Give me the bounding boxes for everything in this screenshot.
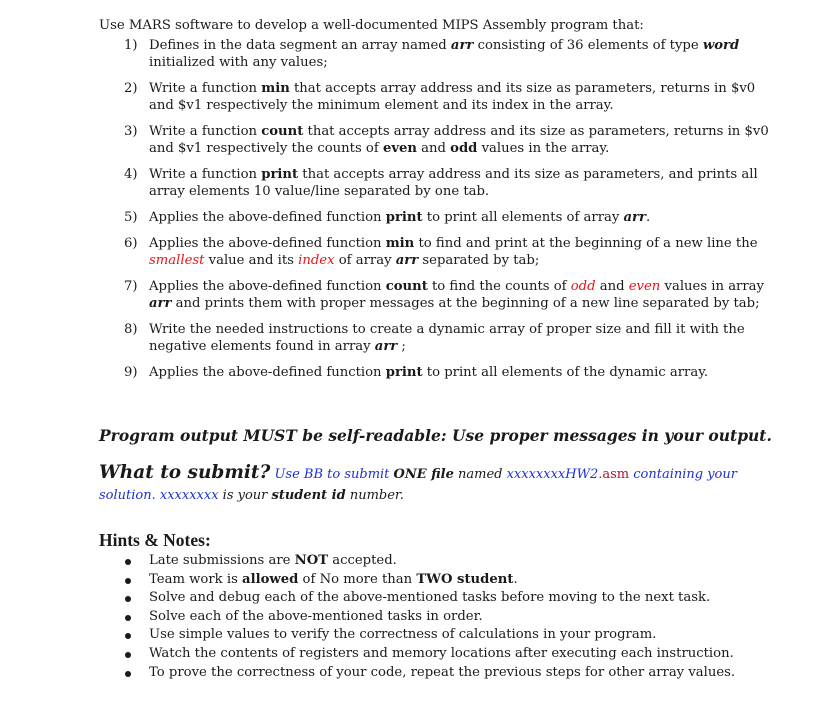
task-keyword: count (261, 124, 304, 139)
hint-emphasis: allowed (242, 571, 299, 587)
hint-item (99, 589, 735, 608)
task-keyword: odd (450, 141, 478, 156)
task-keyword: arr (374, 339, 398, 354)
task-text: values in the array. (477, 141, 610, 156)
task-item (99, 364, 779, 381)
task-keyword: even (382, 141, 417, 156)
task-number: 6) (124, 236, 138, 251)
hint-emphasis: NOT (294, 553, 329, 568)
hint-text: . (513, 571, 518, 587)
task-keyword: print (385, 365, 423, 380)
hint-item (99, 664, 735, 683)
task-text: Write a function (149, 81, 262, 96)
task-item (99, 235, 779, 269)
bullet-icon (125, 633, 131, 639)
task-keyword: print (261, 167, 299, 182)
task-text: Write the needed instructions to create a dynamic array of proper size and fill it with the negative elements found in array (149, 322, 745, 354)
task-number: 2) (124, 81, 138, 96)
task-text: Write a function (149, 124, 262, 139)
hint-item (99, 626, 735, 645)
task-text: Applies the above-defined function (149, 236, 386, 251)
submit-section (99, 462, 739, 506)
task-number: 3) (124, 124, 138, 139)
output-note: Program output MUST be self-readable: Use proper messages in your output. (99, 426, 772, 445)
task-item (99, 278, 779, 312)
task-item (99, 321, 779, 355)
submit-heading: What to submit? (99, 462, 271, 483)
task-text: that accepts array address and its size as parameters, returns in $v0 and $v1 respectively the minimum element and its index in the array. (149, 81, 756, 113)
task-text: Applies the above-defined function (149, 365, 386, 380)
task-text: and (416, 141, 451, 156)
file-extension: .asm (598, 467, 630, 482)
highlight-text: even (628, 279, 661, 294)
hint-item (99, 645, 735, 664)
hint-text: Solve each of the above-mentioned tasks in order. (149, 608, 483, 624)
highlight-text: index (298, 253, 335, 268)
task-number: 9) (124, 365, 138, 380)
hint-text: To prove the correctness of your code, repeat the previous steps for other array values. (149, 664, 736, 680)
task-keyword: arr (395, 253, 419, 268)
task-text: Applies the above-defined function (149, 210, 386, 225)
hint-item (99, 571, 735, 590)
task-text: . (645, 210, 651, 225)
hints-heading: Hints & Notes: (99, 530, 211, 550)
task-keyword: word (702, 38, 740, 53)
student-id-placeholder: xxxxxxxx (155, 488, 219, 503)
submit-text: number. (345, 488, 404, 503)
task-text: to find the counts of (427, 279, 571, 294)
task-text: ; (397, 339, 406, 354)
task-number: 1) (124, 38, 138, 53)
task-item (99, 166, 779, 200)
bullet-icon (125, 578, 131, 584)
task-keyword: min (261, 81, 290, 96)
highlight-text: smallest (149, 253, 205, 268)
bullet-icon (125, 652, 131, 658)
task-text: and (595, 279, 629, 294)
task-text: and prints them with proper messages at the beginning of a new line separated by tab; (171, 296, 760, 311)
file-name: xxxxxxxxHW2 (506, 467, 599, 482)
submit-text: student id (271, 488, 346, 503)
bullet-icon (125, 615, 131, 621)
task-text: separated by tab; (418, 253, 540, 268)
highlight-text: odd (570, 279, 596, 294)
hint-text: of No more than (298, 571, 417, 587)
task-keyword: min (385, 236, 415, 251)
task-text: Defines in the data segment an array named (149, 38, 451, 53)
task-text: initialized with any values; (149, 55, 328, 70)
task-number: 5) (124, 210, 138, 225)
task-item (99, 80, 779, 114)
task-text: Write a function (149, 167, 262, 182)
task-text: to find and print at the beginning of a new line the (414, 236, 758, 251)
task-item (99, 123, 779, 157)
bullet-icon (125, 596, 131, 602)
hint-text: accepted. (328, 553, 397, 568)
hint-text: Late submissions are (149, 553, 295, 568)
hint-text: Team work is (149, 571, 243, 587)
hints-list (99, 552, 735, 682)
hint-emphasis: TWO student (416, 571, 514, 587)
submit-text: is your (218, 488, 272, 503)
task-text: values in array (660, 279, 764, 294)
submit-text: ONE file (393, 467, 454, 482)
bullet-icon (125, 671, 131, 677)
submit-text: named (453, 467, 507, 482)
task-keyword: count (385, 279, 428, 294)
hint-text: Use simple values to verify the correctness of calculations in your program. (149, 627, 657, 643)
task-text: that accepts array address and its size as parameters, returns in $v0 and $v1 respectively the counts of (149, 124, 769, 156)
task-list (99, 37, 779, 390)
task-keyword: arr (450, 38, 474, 53)
intro-text: Use MARS software to develop a well-documented MIPS Assembly program that: (99, 18, 644, 33)
task-text: of array (334, 253, 396, 268)
submit-text: Use BB to submit (270, 467, 394, 482)
task-text: consisting of 36 elements of type (473, 38, 703, 53)
hint-item (99, 552, 735, 571)
hint-text: Watch the contents of registers and memory locations after executing each instruction. (149, 645, 734, 661)
task-text: Applies the above-defined function (149, 279, 386, 294)
task-item (99, 37, 779, 71)
task-text: value and its (204, 253, 299, 268)
task-number: 7) (124, 279, 138, 294)
task-item (99, 209, 779, 226)
hint-item (99, 608, 735, 627)
task-text: that accepts array address and its size as parameters, and prints all array elements 10 value/line separated by one tab. (149, 167, 758, 199)
task-number: 8) (124, 322, 138, 337)
task-text: to print all elements of the dynamic array. (422, 365, 709, 380)
task-keyword: print (385, 210, 423, 225)
task-keyword: arr (149, 296, 172, 311)
task-number: 4) (124, 167, 138, 182)
bullet-icon (125, 559, 131, 565)
hint-text: Solve and debug each of the above-mentioned tasks before moving to the next task. (149, 590, 711, 606)
submit-text: containing your solution. (99, 467, 737, 503)
task-text: to print all elements of array (422, 210, 624, 225)
task-keyword: arr (623, 210, 646, 225)
